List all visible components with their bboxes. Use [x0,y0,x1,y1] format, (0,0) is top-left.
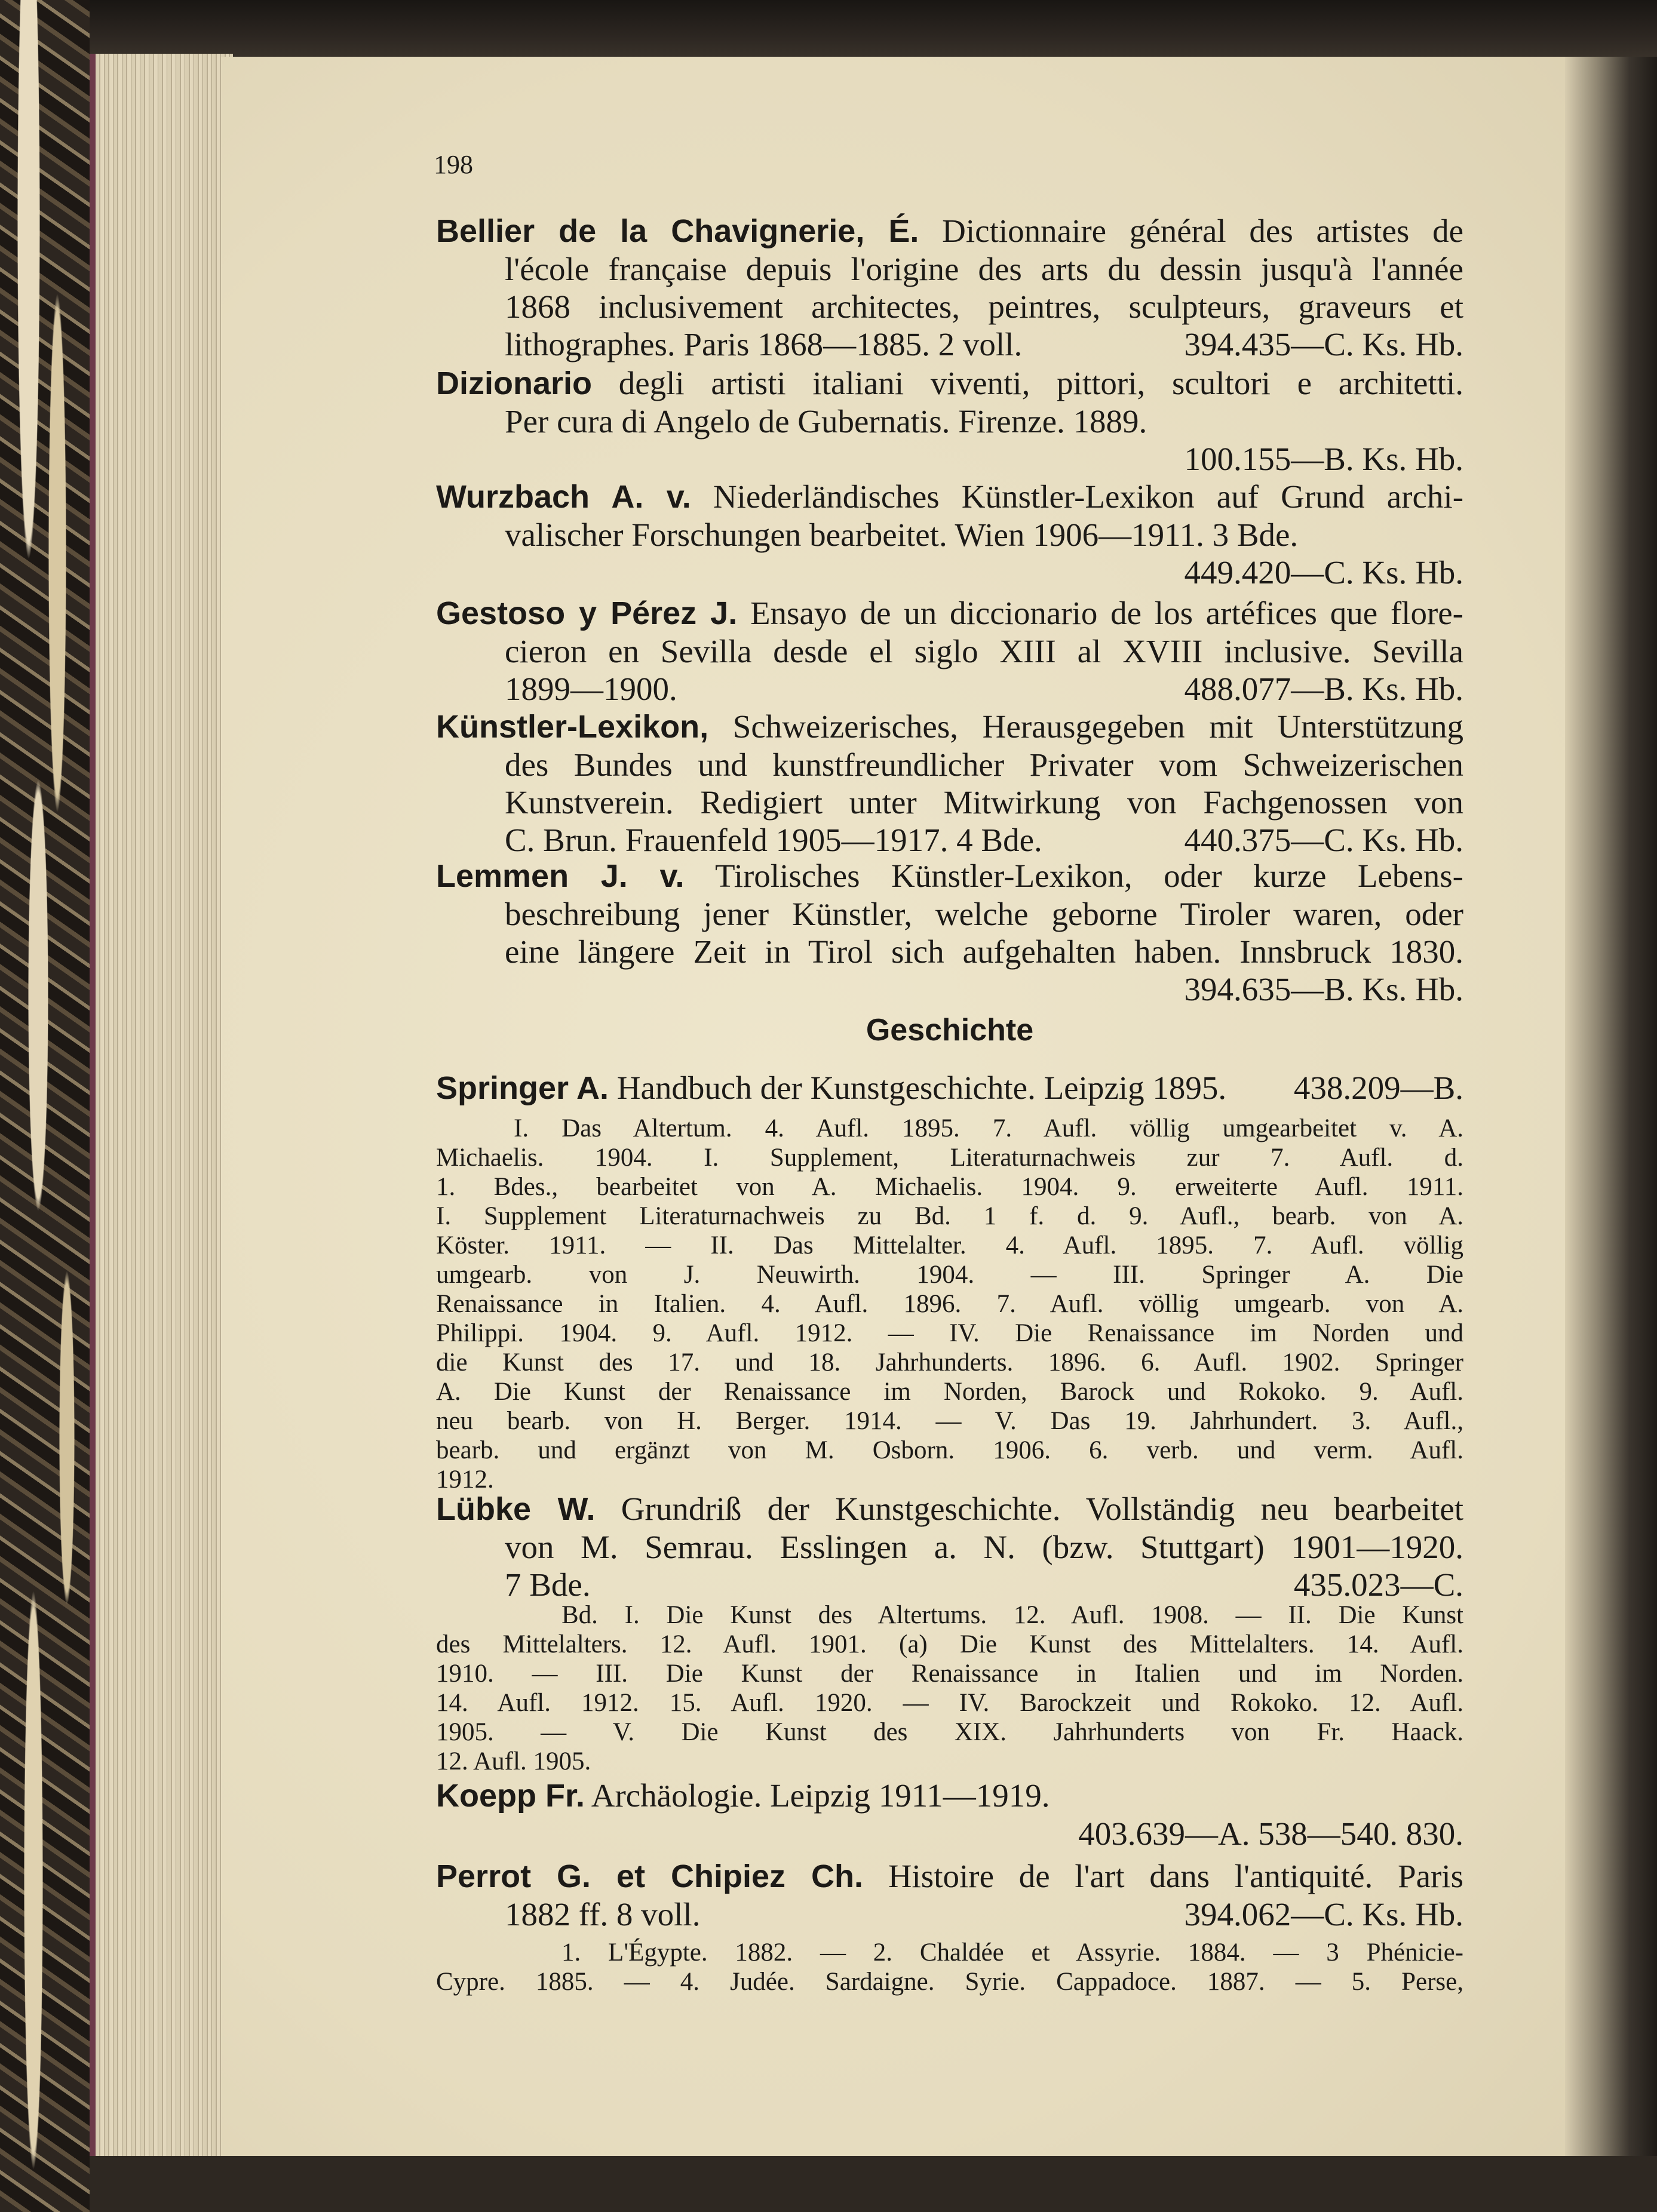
entry-first-line [436,857,1463,895]
page-edges [90,54,233,2156]
entry-text: valischer Forschungen bearbeitet. Wien 1906—1911. 3 Bde. [505,517,1299,553]
entry-text: Ensayo de un diccionario de los artéfices que flore- [750,595,1463,631]
library-signature: 394.635—B. Ks. Hb. [1184,971,1463,1007]
entry-head: Koepp Fr. [436,1778,585,1814]
entry-first-line [436,1069,1463,1107]
note-line: I. Supplement Literaturnachweis zu Bd. 1 f. d. 9. Aufl., bearb. von A. [436,1202,1463,1230]
note-line: Köster. 1911. — II. Das Mittelalter. 4. Aufl. 1895. 7. Aufl. völlig [436,1231,1463,1259]
entry-first-line [436,708,1463,746]
entry-text: 1868 inclusivement architectes, peintres, sculpteurs, graveurs et [505,288,1463,325]
entry-head: Gestoso y Pérez J. [436,595,738,631]
entry-text: Tirolisches Künstler-Lexikon, oder kurze Lebens- [715,858,1463,894]
library-signature: 394.435—C. Ks. Hb. [1184,326,1463,362]
spine-shadow [1565,57,1657,2159]
note-line: 1905. — V. Die Kunst des XIX. Jahrhunderts von Fr. Haack. [436,1718,1463,1746]
entry-wurzbach [436,478,1463,591]
entry-text: Handbuch der Kunstgeschichte. Leipzig 1895. [616,1070,1227,1106]
entry-head: Perrot G. et Chipiez Ch. [436,1858,864,1894]
entry-gestoso [436,594,1463,708]
bottom-shadow [90,2156,1657,2212]
entry-text: Niederländisches Künstler-Lexikon auf Grund archi- [713,478,1464,515]
entry-luebke-note [436,1600,1463,1776]
entry-text: Archäologie. Leipzig 1911—1919. [591,1777,1050,1814]
note-line: I. Das Altertum. 4. Aufl. 1895. 7. Aufl. völlig umgearbeitet v. A. [514,1114,1463,1142]
top-shadow [90,0,1657,60]
section-title: Geschichte [866,1013,1034,1047]
entry-head: Springer A. [436,1070,609,1106]
entry-text: 1882 ff. 8 voll. [505,1896,701,1933]
entry-perrot-note [436,1938,1463,1996]
entry-text: degli artisti italiani viventi, pittori, scultori e architetti. [618,365,1463,401]
entry-first-line [436,1857,1463,1895]
entry-text: l'école française depuis l'origine des arts du dessin jusqu'à l'année [505,251,1463,287]
entry-springer-note [436,1114,1463,1494]
entry-bellier [436,212,1463,363]
entry-last-line [436,670,1463,708]
entry-text: beschreibung jener Künstler, welche geborne Tiroler waren, oder [505,896,1463,932]
note-line: Michaelis. 1904. I. Supplement, Literaturnachweis zur 7. Aufl. d. [436,1144,1463,1172]
entry-last-line [436,1566,1463,1603]
entry-head: Wurzbach A. v. [436,479,691,515]
entry-text: 1899—1900. [505,671,677,707]
entry-text: 7 Bde. [505,1566,591,1603]
entry-dizionario [436,364,1463,478]
note-line: die Kunst des 17. und 18. Jahrhunderts. 1896. 6. Aufl. 1902. Springer [436,1348,1463,1377]
entry-springer [436,1069,1463,1107]
entry-last-line [436,821,1463,859]
entry-text: lithographes. Paris 1868—1885. 2 voll. [505,326,1023,362]
entry-last-line [436,1895,1463,1933]
entry-first-line [436,1490,1463,1528]
note-line: 14. Aufl. 1912. 15. Aufl. 1920. — IV. Barockzeit und Rokoko. 12. Aufl. [436,1689,1463,1717]
entry-text: Histoire de l'art dans l'antiquité. Paris [888,1858,1464,1894]
entry-text: Per cura di Angelo de Gubernatis. Firenze. 1889. [505,403,1147,440]
library-signature: 488.077—B. Ks. Hb. [1184,671,1463,707]
entry-head: Lübke W. [436,1491,596,1527]
entry-first-line [436,478,1463,516]
note-line: 1912. [436,1466,494,1494]
entry-text: von M. Semrau. Esslingen a. N. (bzw. Stuttgart) 1901—1920. [505,1529,1463,1565]
library-signature: 403.639—A. 538—540. 830. [1078,1815,1463,1852]
entry-koepp [436,1777,1463,1852]
entry-perrot [436,1857,1463,1933]
entry-first-line [436,364,1463,403]
entry-head: Bellier de la Chavignerie, É. [436,213,919,249]
note-line: 1. Bdes., bearbeitet von A. Michaelis. 1904. 9. erweiterte Aufl. 1911. [436,1173,1463,1201]
entry-head: Dizionario [436,365,593,401]
library-signature: 394.062—C. Ks. Hb. [1184,1896,1463,1933]
library-signature: 449.420—C. Ks. Hb. [1184,554,1463,591]
entry-head: Künstler-Lexikon, [436,709,709,745]
entry-luebke [436,1490,1463,1603]
entry-first-line [436,212,1463,250]
note-line: Bd. I. Die Kunst des Altertums. 12. Aufl. 1908. — II. Die Kunst [561,1601,1463,1629]
library-signature: 438.209—B. [1293,1070,1463,1106]
note-line: Philippi. 1904. 9. Aufl. 1912. — IV. Die Renaissance im Norden und [436,1319,1463,1347]
entry-text: C. Brun. Frauenfeld 1905—1917. 4 Bde. [505,822,1042,858]
note-line: Renaissance in Italien. 4. Aufl. 1896. 7. Aufl. völlig umgearb. von A. [436,1290,1463,1318]
library-signature: 435.023—C. [1293,1566,1463,1603]
note-line: 1. L'Égypte. 1882. — 2. Chaldée et Assyrie. 1884. — 3 Phénicie- [561,1938,1463,1967]
note-line: umgearb. von J. Neuwirth. 1904. — III. Springer A. Die [436,1261,1463,1289]
library-signature: 100.155—B. Ks. Hb. [1184,441,1463,477]
entry-first-line [436,1777,1463,1815]
note-line: des Mittelalters. 12. Aufl. 1901. (a) Die Kunst des Mittelalters. 14. Aufl. [436,1630,1463,1658]
entry-text: eine längere Zeit in Tirol sich aufgehalten haben. Innsbruck 1830. [505,933,1463,970]
entry-text: Kunstverein. Redigiert unter Mitwirkung von Fachgenossen von [505,784,1463,821]
entry-last-line [436,325,1463,363]
note-line: 12. Aufl. 1905. [436,1747,591,1775]
entry-text: cieron en Sevilla desde el siglo XIII al XVIII inclusive. Sevilla [505,633,1463,669]
entry-text: Schweizerisches, Herausgegeben mit Unterstützung [732,708,1464,745]
note-line: Cypre. 1885. — 4. Judée. Sardaigne. Syrie. Cappadoce. 1887. — 5. Perse, [436,1968,1463,1996]
entry-head: Lemmen J. v. [436,858,685,894]
entry-text: des Bundes und kunstfreundlicher Privater vom Schweizerischen [505,746,1463,783]
note-line: 1910. — III. Die Kunst der Renaissance in Italien und im Norden. [436,1660,1463,1688]
note-line: neu bearb. von H. Berger. 1914. — V. Das 19. Jahrhundert. 3. Aufl., [436,1407,1463,1435]
page-number: 198 [434,150,473,179]
note-line: A. Die Kunst der Renaissance im Norden, Barock und Rokoko. 9. Aufl. [436,1378,1463,1406]
entry-first-line [436,594,1463,632]
library-signature: 440.375—C. Ks. Hb. [1184,822,1463,858]
note-line: bearb. und ergänzt von M. Osborn. 1906. 6. verb. und verm. Aufl. [436,1436,1463,1464]
entry-text: Dictionnaire général des artistes de [942,213,1463,249]
marbled-cover [0,0,96,2212]
entry-lemmen [436,857,1463,1008]
entry-kuenstler-lexikon [436,708,1463,859]
entry-text: Grundriß der Kunstgeschichte. Vollständig neu bearbeitet [621,1491,1464,1527]
